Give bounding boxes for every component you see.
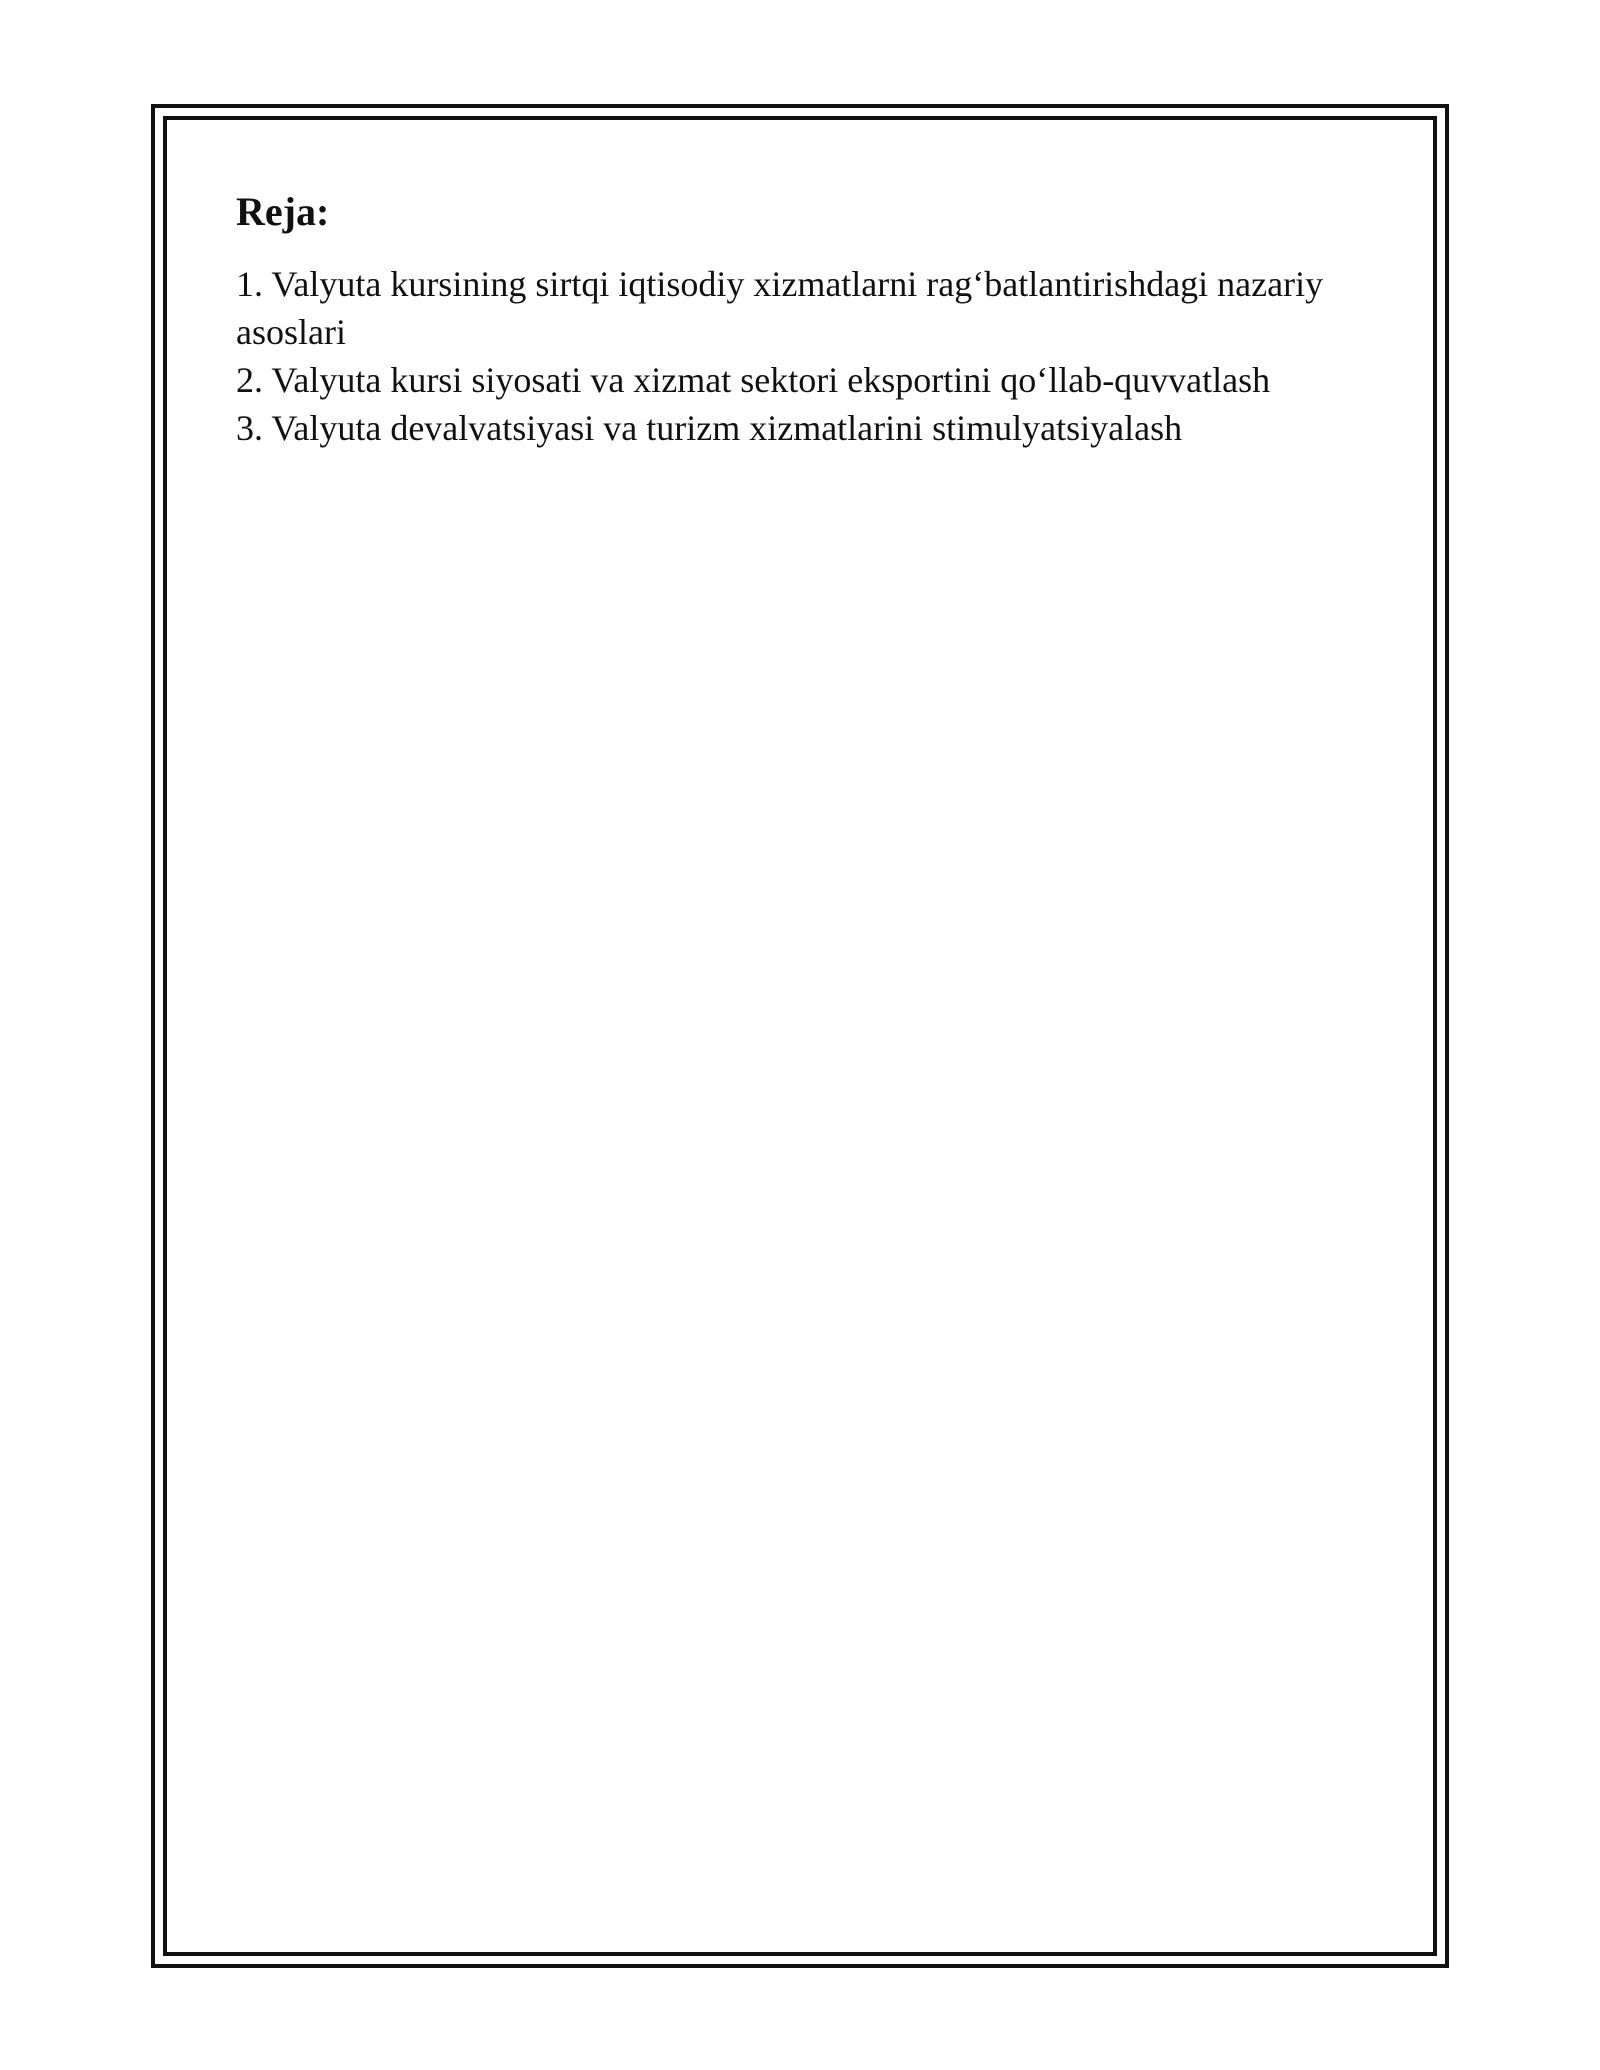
plan-item-1: 1. Valyuta kursining sirtqi iqtisodiy xizmatlarni rag‘batlantirishdagi nazariy asoslari — [236, 264, 1324, 352]
plan-list — [236, 260, 1366, 452]
document-content — [236, 188, 1366, 452]
plan-item-2: 2. Valyuta kursi siyosati va xizmat sektori eksportini qo‘llab-quvvatlash — [236, 360, 1271, 400]
plan-item-3: 3. Valyuta devalvatsiyasi va turizm xizmatlarini stimulyatsiyalash — [236, 408, 1183, 448]
plan-heading: Reja: — [236, 189, 330, 234]
